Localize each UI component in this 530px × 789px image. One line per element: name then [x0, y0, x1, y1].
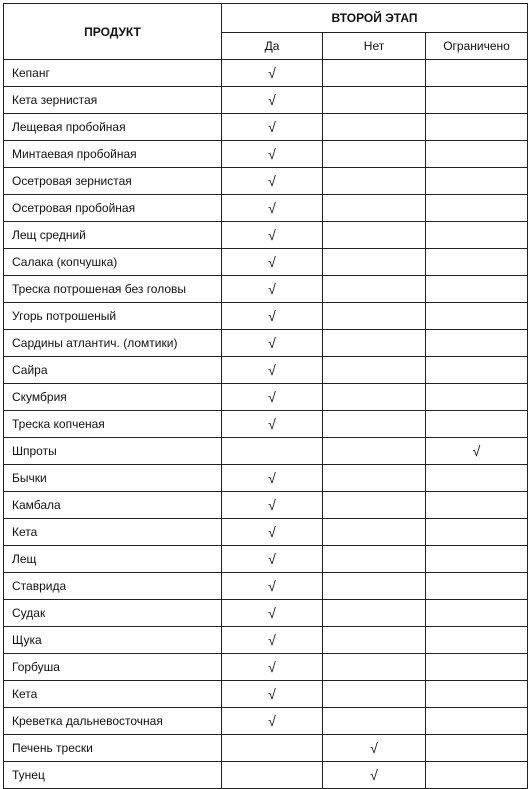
- product-name-cell: Кета зернистая: [4, 87, 222, 114]
- yes-check-cell: √: [222, 168, 323, 195]
- table-row: [4, 492, 528, 519]
- table-header: [4, 4, 528, 60]
- yes-check-cell: √: [222, 357, 323, 384]
- limited-check-cell: [426, 627, 528, 654]
- product-name-cell: Судак: [4, 600, 222, 627]
- table-row: [4, 114, 528, 141]
- product-name-cell: Лещ: [4, 546, 222, 573]
- yes-check-cell: √: [222, 627, 323, 654]
- no-check-cell: [323, 249, 426, 276]
- product-name-cell: Щука: [4, 627, 222, 654]
- no-check-cell: [323, 573, 426, 600]
- no-check-cell: [323, 303, 426, 330]
- no-check-cell: [323, 492, 426, 519]
- product-name-cell: Осетровая пробойная: [4, 195, 222, 222]
- no-check-cell: [323, 330, 426, 357]
- product-name-cell: Треска копченая: [4, 411, 222, 438]
- yes-check-cell: √: [222, 573, 323, 600]
- column-header-yes: Да: [222, 33, 323, 60]
- table-row: [4, 357, 528, 384]
- product-name-cell: Салака (копчушка): [4, 249, 222, 276]
- table-row: [4, 411, 528, 438]
- no-check-cell: √: [323, 735, 426, 762]
- product-name-cell: Кепанг: [4, 60, 222, 87]
- limited-check-cell: [426, 357, 528, 384]
- product-name-cell: Камбала: [4, 492, 222, 519]
- yes-check-cell: √: [222, 600, 323, 627]
- no-check-cell: [323, 168, 426, 195]
- limited-check-cell: [426, 681, 528, 708]
- table-row: [4, 519, 528, 546]
- yes-check-cell: √: [222, 654, 323, 681]
- product-name-cell: Осетровая зернистая: [4, 168, 222, 195]
- limited-check-cell: [426, 384, 528, 411]
- no-check-cell: [323, 384, 426, 411]
- product-name-cell: Треска потрошеная без головы: [4, 276, 222, 303]
- yes-check-cell: √: [222, 546, 323, 573]
- limited-check-cell: [426, 303, 528, 330]
- product-name-cell: Лещ средний: [4, 222, 222, 249]
- limited-check-cell: [426, 762, 528, 789]
- yes-check-cell: √: [222, 222, 323, 249]
- limited-check-cell: [426, 87, 528, 114]
- table-row: [4, 303, 528, 330]
- product-name-cell: Печень трески: [4, 735, 222, 762]
- product-name-cell: Кета: [4, 519, 222, 546]
- no-check-cell: [323, 654, 426, 681]
- column-header-limited: Ограничено: [426, 33, 528, 60]
- yes-check-cell: √: [222, 411, 323, 438]
- limited-check-cell: [426, 249, 528, 276]
- table-row: [4, 681, 528, 708]
- limited-check-cell: [426, 411, 528, 438]
- yes-check-cell: √: [222, 114, 323, 141]
- limited-check-cell: [426, 708, 528, 735]
- product-stage-table-container: [3, 3, 528, 789]
- product-name-cell: Бычки: [4, 465, 222, 492]
- table-row: [4, 465, 528, 492]
- no-check-cell: [323, 222, 426, 249]
- limited-check-cell: √: [426, 438, 528, 465]
- limited-check-cell: [426, 114, 528, 141]
- no-check-cell: [323, 195, 426, 222]
- yes-check-cell: √: [222, 465, 323, 492]
- no-check-cell: [323, 519, 426, 546]
- limited-check-cell: [426, 600, 528, 627]
- product-name-cell: Креветка дальневосточная: [4, 708, 222, 735]
- limited-check-cell: [426, 492, 528, 519]
- table-row: [4, 249, 528, 276]
- no-check-cell: [323, 627, 426, 654]
- yes-check-cell: √: [222, 492, 323, 519]
- yes-check-cell: [222, 438, 323, 465]
- limited-check-cell: [426, 546, 528, 573]
- yes-check-cell: √: [222, 303, 323, 330]
- table-row: [4, 276, 528, 303]
- table-body: [4, 60, 528, 789]
- table-row: [4, 222, 528, 249]
- table-row: [4, 438, 528, 465]
- product-name-cell: Скумбрия: [4, 384, 222, 411]
- limited-check-cell: [426, 195, 528, 222]
- yes-check-cell: √: [222, 87, 323, 114]
- product-name-cell: Угорь потрошеный: [4, 303, 222, 330]
- no-check-cell: [323, 141, 426, 168]
- table-row: [4, 87, 528, 114]
- table-row: [4, 573, 528, 600]
- table-row: [4, 762, 528, 789]
- product-name-cell: Тунец: [4, 762, 222, 789]
- limited-check-cell: [426, 573, 528, 600]
- no-check-cell: [323, 681, 426, 708]
- product-name-cell: Минтаевая пробойная: [4, 141, 222, 168]
- no-check-cell: [323, 87, 426, 114]
- table-row: [4, 60, 528, 87]
- column-header-second-stage: ВТОРОЙ ЭТАП: [222, 4, 528, 33]
- table-row: [4, 330, 528, 357]
- yes-check-cell: √: [222, 681, 323, 708]
- product-name-cell: Кета: [4, 681, 222, 708]
- table-row: [4, 654, 528, 681]
- no-check-cell: [323, 276, 426, 303]
- table-row: [4, 708, 528, 735]
- yes-check-cell: √: [222, 60, 323, 87]
- yes-check-cell: √: [222, 276, 323, 303]
- product-stage-table: [3, 3, 528, 789]
- limited-check-cell: [426, 735, 528, 762]
- column-header-product: ПРОДУКТ: [4, 4, 222, 60]
- no-check-cell: [323, 546, 426, 573]
- table-row: [4, 168, 528, 195]
- limited-check-cell: [426, 276, 528, 303]
- no-check-cell: [323, 357, 426, 384]
- yes-check-cell: √: [222, 384, 323, 411]
- table-row: [4, 141, 528, 168]
- no-check-cell: [323, 600, 426, 627]
- no-check-cell: [323, 465, 426, 492]
- no-check-cell: [323, 411, 426, 438]
- product-name-cell: Шпроты: [4, 438, 222, 465]
- table-row: [4, 384, 528, 411]
- no-check-cell: [323, 60, 426, 87]
- limited-check-cell: [426, 654, 528, 681]
- product-name-cell: Сайра: [4, 357, 222, 384]
- limited-check-cell: [426, 168, 528, 195]
- table-row: [4, 195, 528, 222]
- product-name-cell: Горбуша: [4, 654, 222, 681]
- yes-check-cell: [222, 735, 323, 762]
- yes-check-cell: √: [222, 330, 323, 357]
- table-row: [4, 546, 528, 573]
- product-name-cell: Ставрида: [4, 573, 222, 600]
- limited-check-cell: [426, 222, 528, 249]
- limited-check-cell: [426, 141, 528, 168]
- table-row: [4, 735, 528, 762]
- no-check-cell: √: [323, 762, 426, 789]
- table-row: [4, 600, 528, 627]
- yes-check-cell: √: [222, 141, 323, 168]
- column-header-no: Нет: [323, 33, 426, 60]
- yes-check-cell: √: [222, 708, 323, 735]
- table-row: [4, 627, 528, 654]
- limited-check-cell: [426, 330, 528, 357]
- yes-check-cell: √: [222, 519, 323, 546]
- yes-check-cell: √: [222, 195, 323, 222]
- limited-check-cell: [426, 519, 528, 546]
- no-check-cell: [323, 708, 426, 735]
- limited-check-cell: [426, 465, 528, 492]
- yes-check-cell: [222, 762, 323, 789]
- limited-check-cell: [426, 60, 528, 87]
- no-check-cell: [323, 438, 426, 465]
- yes-check-cell: √: [222, 249, 323, 276]
- product-name-cell: Сардины атлантич. (ломтики): [4, 330, 222, 357]
- product-name-cell: Лещевая пробойная: [4, 114, 222, 141]
- no-check-cell: [323, 114, 426, 141]
